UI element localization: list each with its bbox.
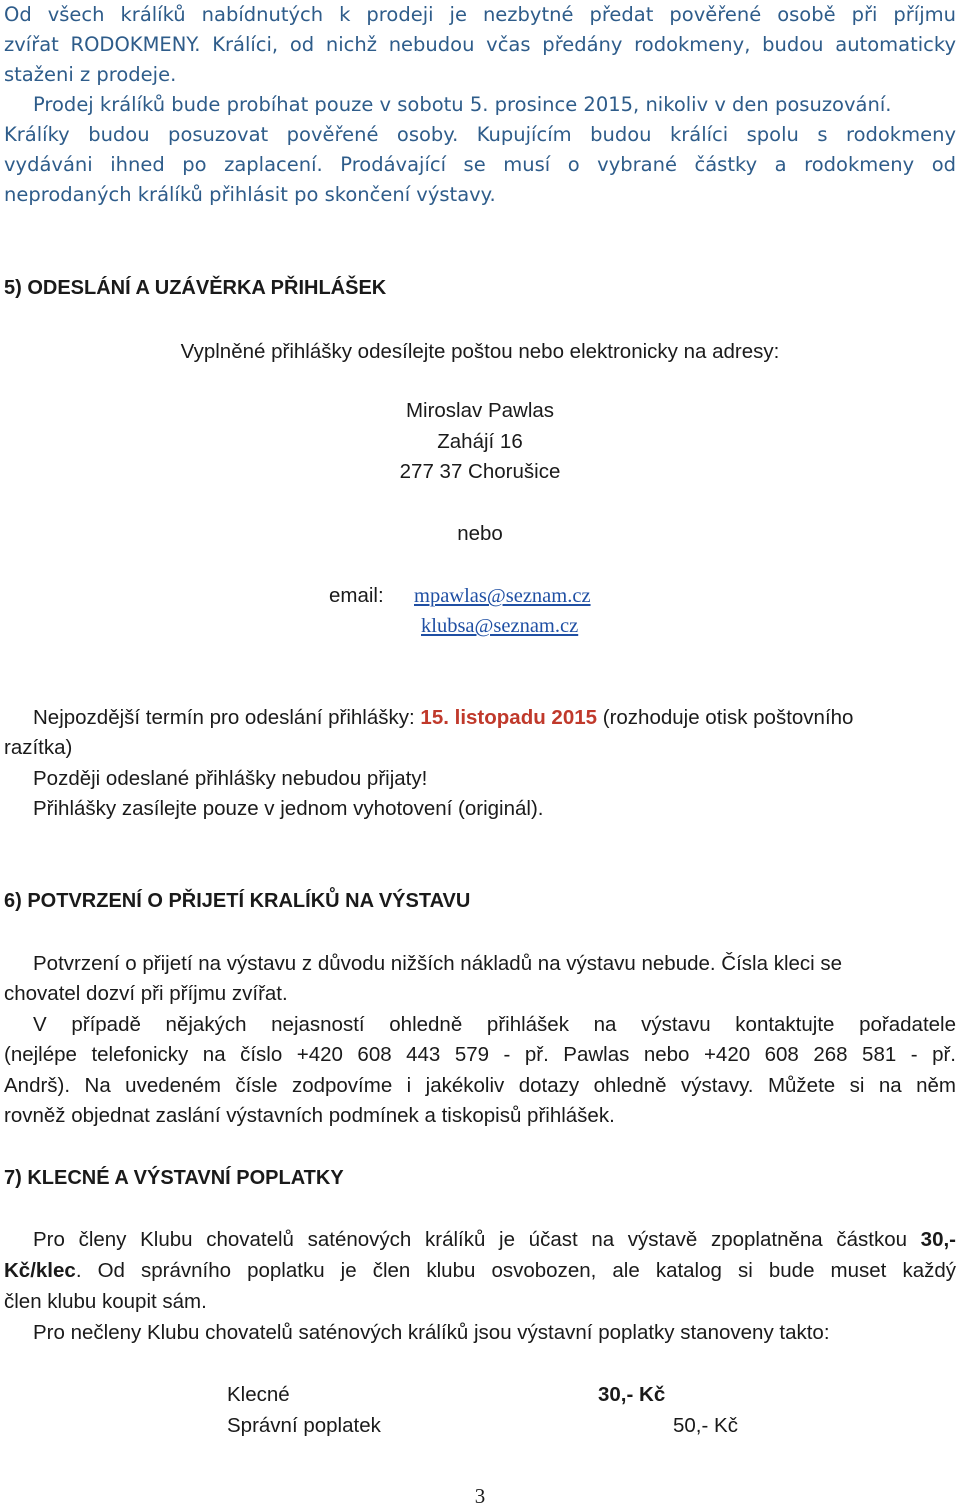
page-number: 3 [474, 1484, 486, 1508]
email-label: email: [329, 584, 384, 607]
member-fee-amount: 30,- [920, 1228, 956, 1251]
section-7-p2: Pro nečleny Klubu chovatelů saténových králíků jsou výstavní poplatky stanoveny takto: [33, 1321, 830, 1344]
deadline-prefix: Nejpozdější termín pro odeslání přihlášky: [33, 706, 421, 729]
section-7-p1-line-1 [4, 1225, 956, 1255]
email-link-2[interactable]: klubsa@seznam.cz [421, 615, 579, 637]
deadline-day: 15 [420, 706, 444, 729]
section-6-p1-line-2: chovatel dozví při příjmu zvířat. [4, 982, 288, 1005]
section-6-p2-line-2: (nejlépe telefonicky na číslo +420 608 443 579 - př. Pawlas nebo +420 608 268 581 - př. [4, 1043, 956, 1066]
address-street: Zahájí 16 [437, 430, 523, 453]
intro-line-1: Od všech králíků nabídnutých k prodeji je nezbytné předat pověřené osobě při příjmu [4, 3, 956, 26]
single-copy-note: Přihlášky zasílejte pouze v jednom vyhotovení (originál). [33, 797, 544, 820]
member-fee-note: . Od správního poplatku je člen klubu osvobozen, ale katalog si bude muset každý [75, 1259, 956, 1282]
deadline-line-2: razítka) [4, 736, 73, 759]
section-6-p2-line-1: V případě nějakých nejasností ohledně přihlášek na výstavu kontaktujte pořadatele [33, 1013, 956, 1036]
intro-line-3: staženi z prodeje. [4, 63, 177, 86]
section-7-p1-line-2 [4, 1256, 956, 1286]
member-fee-unit: Kč/klec [4, 1259, 76, 1282]
fee-value-klecne: 30,- Kč [598, 1383, 666, 1406]
intro-line-7: neprodaných králíků přihlásit po skončení výstavy. [4, 183, 496, 206]
section-5-intro: Vyplněné přihlášky odesílejte poštou nebo elektronicky na adresy: [180, 340, 780, 363]
member-fee-text: Pro členy Klubu chovatelů saténových králíků je účast na výstavě zpoplatněna částkou [33, 1228, 921, 1251]
section-6-p2-line-4: rovněž objednat zaslání výstavních podmínek a tiskopisů přihlášek. [4, 1104, 615, 1127]
intro-line-4: Prodej králíků bude probíhat pouze v sobotu 5. prosince 2015, nikoliv v den posuzování. [33, 93, 892, 116]
intro-line-5: Králíky budou posuzovat pověřené osoby. Kupujícím budou králíci spolu s rodokmeny [4, 123, 956, 146]
section-6-p1-line-1: Potvrzení o přijetí na výstavu z důvodu nižších nákladů na výstavu nebude. Čísla kleci se [33, 952, 843, 975]
section-6-p2-line-3: Andrš). Na uvedeném čísle zodpovíme i jakékoliv dotazy ohledně výstavy. Můžete si na něm [4, 1074, 956, 1097]
section-7-p1-line-3: člen klubu koupit sám. [4, 1290, 207, 1313]
address-name: Miroslav Pawlas [405, 399, 555, 422]
fee-label-spravni: Správní poplatek [227, 1414, 381, 1437]
section-7-heading: 7) KLECNÉ A VÝSTAVNÍ POPLATKY [4, 1167, 344, 1189]
intro-line-6: vydáváni ihned po zaplacení. Prodávající se musí o vybrané částky a rodokmeny od [4, 153, 956, 176]
deadline-date: . listopadu 2015 [443, 706, 598, 729]
late-warning: Později odeslané přihlášky nebudou přijaty! [33, 767, 428, 790]
intro-line-2: zvířat RODOKMENY. Králíci, od nichž nebudou včas předány rodokmeny, budou automaticky [4, 33, 956, 56]
address-city: 277 37 Chorušice [399, 460, 561, 483]
deadline-suffix: (rozhoduje otisk poštovního [597, 706, 854, 729]
section-6-heading: 6) POTVRZENÍ O PŘIJETÍ KRALÍKŮ NA VÝSTAVU [4, 890, 471, 912]
or-text: nebo [457, 522, 503, 545]
fee-label-klecne: Klecné [227, 1383, 290, 1406]
section-5-heading: 5) ODESLÁNÍ A UZÁVĚRKA PŘIHLÁŠEK [4, 277, 387, 299]
deadline-line [4, 703, 956, 733]
fee-value-spravni: 50,- Kč [673, 1414, 738, 1437]
email-link-1[interactable]: mpawlas@seznam.cz [414, 585, 591, 607]
